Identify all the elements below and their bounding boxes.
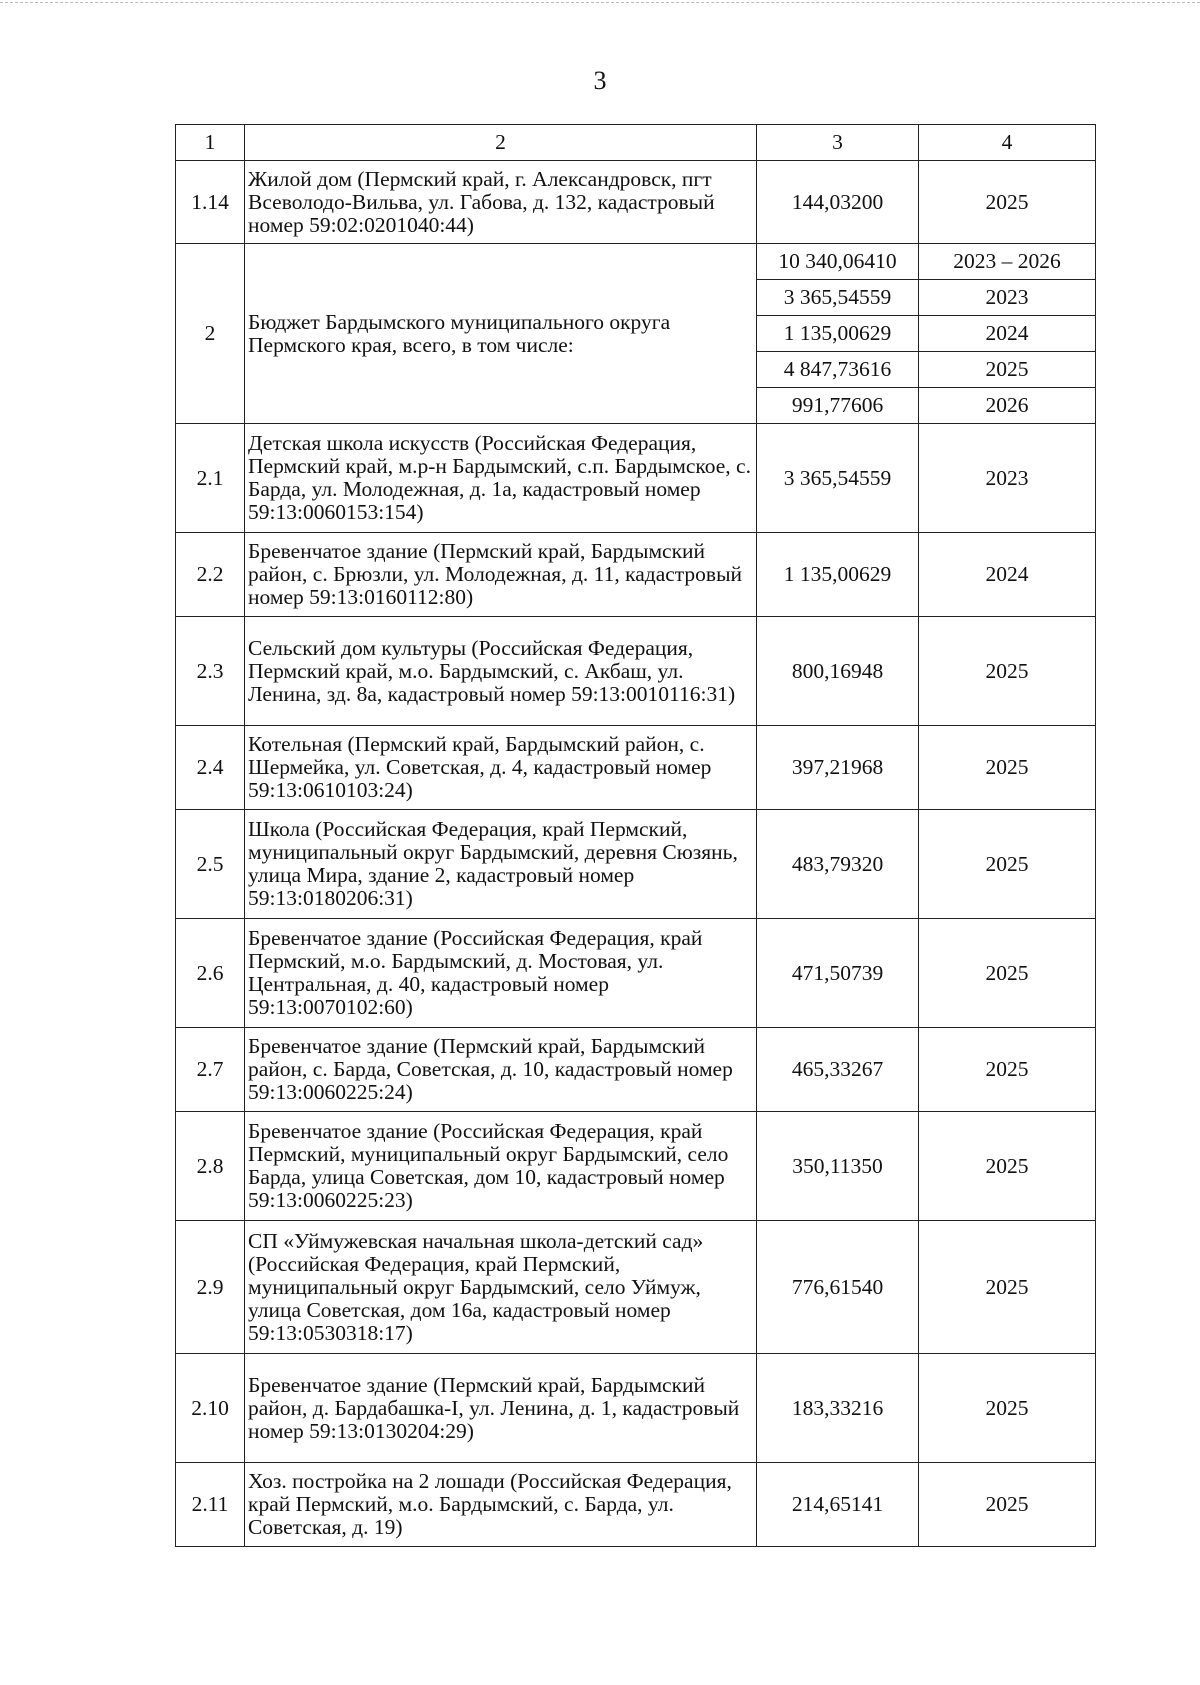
row-amount: 776,61540	[757, 1221, 919, 1354]
row-description: Котельная (Пермский край, Бардымский район, с. Шермейка, ул. Советская, д. 4, кадастровый номер 59:13:0610103:24)	[245, 726, 757, 810]
row-number: 2.2	[176, 533, 245, 617]
row-description: Школа (Российская Федерация, край Пермский, муниципальный округ Бардымский, деревня Сюзянь, улица Мира, здание 2, кадастровый номер 59:13:0180206:31)	[245, 810, 757, 919]
row-amount: 144,03200	[757, 161, 919, 244]
row-number: 2.4	[176, 726, 245, 810]
row-number: 2.5	[176, 810, 245, 919]
row-amount: 397,21968	[757, 726, 919, 810]
row-amount: 800,16948	[757, 617, 919, 726]
row-year: 2024	[919, 533, 1096, 617]
row-description: Бревенчатое здание (Российская Федерация, край Пермский, м.о. Бардымский, д. Мостовая, ул. Центральная, д. 40, кадастровый номер 59:13:0070102:60)	[245, 919, 757, 1028]
table-row	[176, 161, 1096, 244]
group-year: 2025	[919, 352, 1096, 388]
row-description: Бревенчатое здание (Пермский край, Бардымский район, д. Бардабашка-I, ул. Ленина, д. 1, кадастровый номер 59:13:0130204:29)	[245, 1354, 757, 1463]
page-number: 3	[593, 66, 607, 95]
table-row	[176, 424, 1096, 533]
row-number: 2.11	[176, 1463, 245, 1547]
group-year: 2026	[919, 388, 1096, 424]
row-description: Хоз. постройка на 2 лошади (Российская Федерация, край Пермский, м.о. Бардымский, с. Барда, ул. Советская, д. 19)	[245, 1463, 757, 1547]
row-year: 2025	[919, 1112, 1096, 1221]
group-number: 2	[176, 244, 245, 424]
row-amount: 350,11350	[757, 1112, 919, 1221]
row-description: Бревенчатое здание (Пермский край, Бардымский район, с. Барда, Советская, д. 10, кадастровый номер 59:13:0060225:24)	[245, 1028, 757, 1112]
table-row	[176, 810, 1096, 919]
row-amount: 183,33216	[757, 1354, 919, 1463]
row-number: 2.10	[176, 1354, 245, 1463]
row-year: 2023	[919, 424, 1096, 533]
group-row	[176, 244, 1096, 280]
table-row	[176, 1354, 1096, 1463]
row-year: 2025	[919, 161, 1096, 244]
row-year: 2025	[919, 810, 1096, 919]
table-row	[176, 1028, 1096, 1112]
group-amount: 10 340,06410	[757, 244, 919, 280]
row-description: Бревенчатое здание (Российская Федерация, край Пермский, муниципальный округ Бардымский, село Барда, улица Советская, дом 10, кадастровый номер 59:13:0060225:23)	[245, 1112, 757, 1221]
row-amount: 471,50739	[757, 919, 919, 1028]
group-description: Бюджет Бардымского муниципального округа Пермского края, всего, в том числе:	[245, 244, 757, 424]
row-number: 1.14	[176, 161, 245, 244]
group-year: 2023	[919, 280, 1096, 316]
row-amount: 465,33267	[757, 1028, 919, 1112]
row-year: 2025	[919, 1463, 1096, 1547]
row-year: 2025	[919, 1028, 1096, 1112]
table-row	[176, 1221, 1096, 1354]
table-row	[176, 726, 1096, 810]
group-year: 2024	[919, 316, 1096, 352]
row-description: Бревенчатое здание (Пермский край, Бардымский район, с. Брюзли, ул. Молодежная, д. 11, кадастровый номер 59:13:0160112:80)	[245, 533, 757, 617]
row-amount: 483,79320	[757, 810, 919, 919]
table-row	[176, 1463, 1096, 1547]
row-description: Сельский дом культуры (Российская Федерация, Пермский край, м.о. Бардымский, с. Акбаш, ул. Ленина, зд. 8а, кадастровый номер 59:13:0010116:31)	[245, 617, 757, 726]
row-number: 2.7	[176, 1028, 245, 1112]
row-number: 2.3	[176, 617, 245, 726]
group-amount: 1 135,00629	[757, 316, 919, 352]
table-row	[176, 919, 1096, 1028]
table-header-row	[176, 125, 1096, 161]
row-amount: 214,65141	[757, 1463, 919, 1547]
row-number: 2.1	[176, 424, 245, 533]
header-col-1: 1	[176, 125, 245, 161]
row-year: 2025	[919, 919, 1096, 1028]
group-year: 2023 – 2026	[919, 244, 1096, 280]
row-description: Детская школа искусств (Российская Федерация, Пермский край, м.р-н Бардымский, с.п. Бардымское, с. Барда, ул. Молодежная, д. 1а, кадастровый номер 59:13:0060153:154)	[245, 424, 757, 533]
page-top-edge	[0, 2, 1200, 3]
group-amount: 3 365,54559	[757, 280, 919, 316]
row-amount: 3 365,54559	[757, 424, 919, 533]
document-table	[175, 124, 1096, 1547]
group-amount: 4 847,73616	[757, 352, 919, 388]
header-col-4: 4	[919, 125, 1096, 161]
row-description: Жилой дом (Пермский край, г. Александровск, пгт Всеволодо-Вильва, ул. Габова, д. 132, кадастровый номер 59:02:0201040:44)	[245, 161, 757, 244]
row-amount: 1 135,00629	[757, 533, 919, 617]
row-number: 2.6	[176, 919, 245, 1028]
row-number: 2.8	[176, 1112, 245, 1221]
table-row	[176, 1112, 1096, 1221]
row-year: 2025	[919, 1221, 1096, 1354]
table-row	[176, 617, 1096, 726]
header-col-2: 2	[245, 125, 757, 161]
row-year: 2025	[919, 617, 1096, 726]
row-number: 2.9	[176, 1221, 245, 1354]
group-amount: 991,77606	[757, 388, 919, 424]
row-description: СП «Уймужевская начальная школа-детский сад» (Российская Федерация, край Пермский, муниципальный округ Бардымский, село Уймуж, улица Советская, дом 16а, кадастровый номер 59:13:0530318:17)	[245, 1221, 757, 1354]
table-row	[176, 533, 1096, 617]
row-year: 2025	[919, 726, 1096, 810]
header-col-3: 3	[757, 125, 919, 161]
row-year: 2025	[919, 1354, 1096, 1463]
